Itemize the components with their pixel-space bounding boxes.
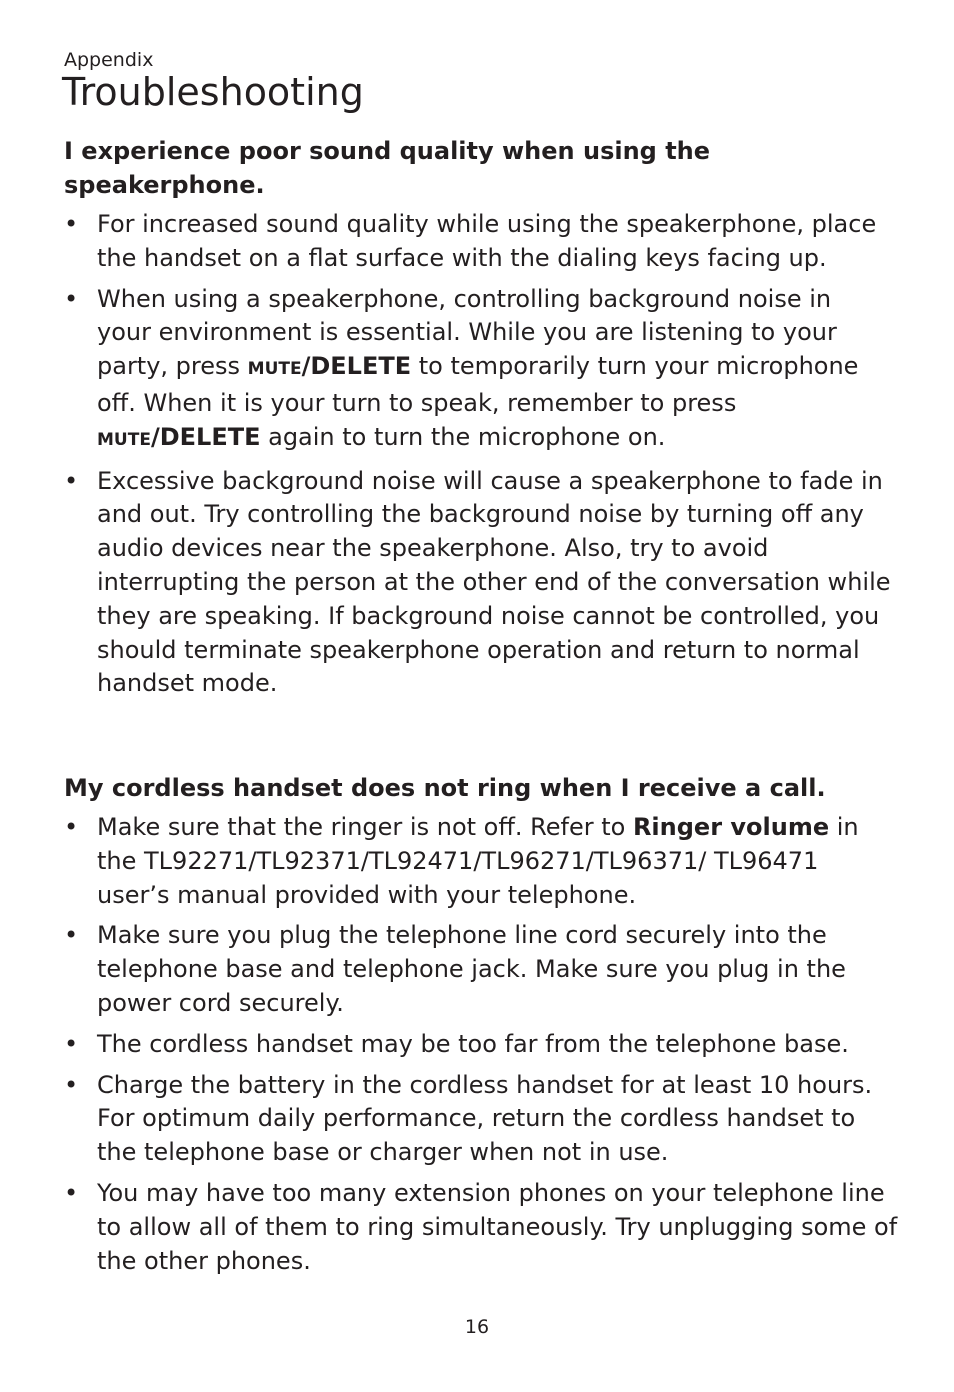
mute-key-label: MUTE [247,359,302,380]
list-item-text: Make sure you plug the telephone line cord securely into the telephone base and telephone jack. Make sure you plug in the power cord securely. [97,921,846,1017]
bullet-list [64,811,904,1278]
list-item-text: Charge the battery in the cordless handset for at least 10 hours. For optimum daily performance, return the cordless handset to the telephone base or charger when not in use. [97,1070,873,1167]
mute-key-label: MUTE [97,429,151,450]
list-item [64,1028,904,1062]
bullet-icon: • [64,466,79,495]
list-item-text: again to turn the microphone on. [260,422,666,451]
list-item [64,1177,904,1278]
list-item-text: The cordless handset may be too far from the telephone base. [97,1029,849,1058]
troubleshooting-section-speakerphone [64,134,904,708]
section-heading: My cordless handset does not ring when I receive a call. [64,774,826,802]
list-item-text: For increased sound quality while using the speakerphone, place the handset on a flat surface with the dialing keys facing up. [97,210,877,272]
list-item-text: to temporarily turn your microphone off. When it is your turn to speak, remember to press [97,352,859,417]
bullet-icon: • [64,921,79,950]
page-number: 16 [464,1316,490,1338]
bullet-list [64,208,904,701]
list-item [64,919,904,1020]
list-item [64,811,867,912]
section-heading: I experience poor sound quality when using the speakerphone. [64,137,711,199]
section-label: Appendix [64,49,154,71]
bullet-icon: • [64,1029,79,1058]
list-item-text: in the TL92271/TL92371/TL92471/TL96271/TL96371/ TL96471 user’s manual provided with your telephone. [97,813,859,909]
list-item-text: Excessive background noise will cause a speakerphone to fade in and out. Try controlling the background noise by turning off any audio devices near the speakerphone. Also, try to avoid interrupting the person at the other end of the conversation while they are speaking. If background noise cannot be controlled, you should terminate speakerphone operation and return to normal handset mode. [97,466,891,698]
list-item-text: Make sure that the ringer is not off. Refer to [97,813,633,841]
list-item [64,283,887,458]
ringer-volume-reference: Ringer volume [632,813,830,841]
delete-key-label: /DELETE [301,352,412,381]
list-item [64,208,904,276]
bullet-icon: • [64,210,79,238]
page-title: Troubleshooting [62,70,364,114]
bullet-icon: • [64,1070,79,1099]
bullet-icon: • [64,813,79,841]
troubleshooting-section-ringer [64,771,904,1285]
list-item-text: You may have too many extension phones on your telephone line to allow all of them to ring simultaneously. Try unplugging some of the other phones. [97,1178,898,1275]
bullet-icon: • [64,284,79,313]
list-item [64,1069,887,1170]
list-item [64,465,904,702]
delete-key-label: /DELETE [150,422,261,451]
bullet-icon: • [64,1178,79,1207]
list-item-text: When using a speakerphone, controlling background noise in your environment is essential. While you are listening to your party, press [97,284,837,381]
